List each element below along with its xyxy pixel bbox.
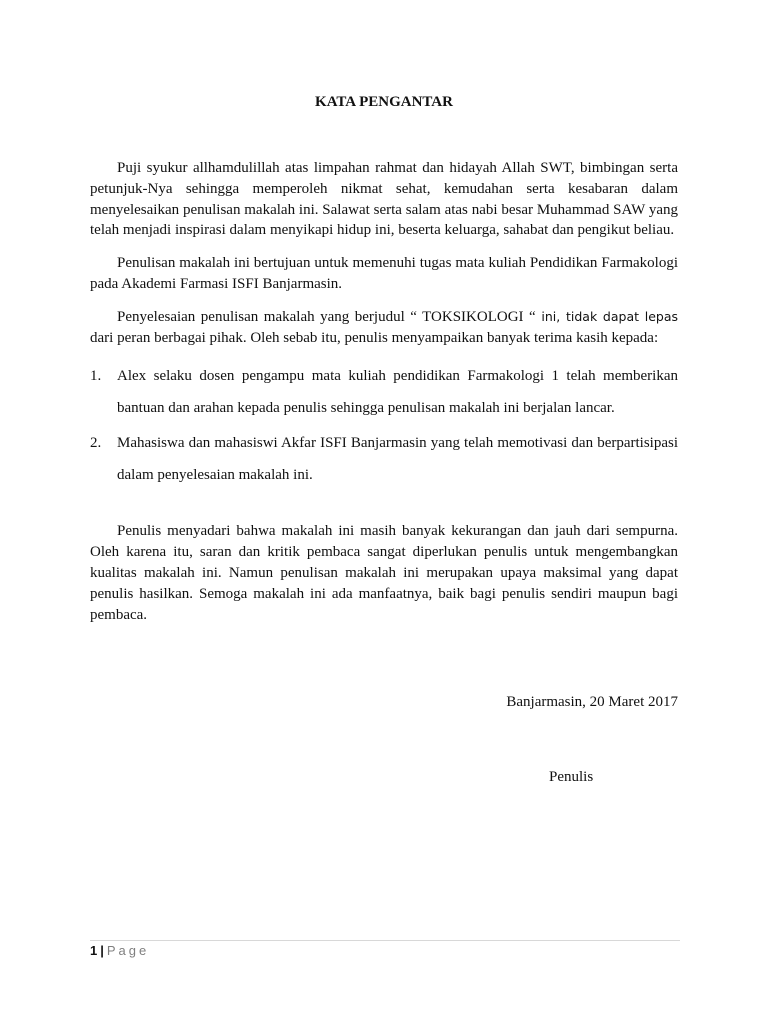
paragraph-acknowledgement-part3: dari peran berbagai pihak. Oleh sebab itu, penulis menyampaikan banyak terima kasih kepada: [90, 329, 659, 346]
list-item-text: Alex selaku dosen pengampu mata kuliah pendidikan Farmakologi 1 telah memberikan bantuan dan arahan kepada penulis sehingga penulisan makalah ini berjalan lancar. [117, 368, 678, 417]
page-footer [90, 942, 149, 960]
page-title: KATA PENGANTAR [315, 94, 453, 110]
list-item [90, 360, 678, 424]
paragraph-acknowledgement-part1: Penyelesaian penulisan makalah yang berjudul “ TOKSIKOLOGI “ [117, 308, 536, 325]
list-item-number: 1. [90, 368, 102, 385]
paragraph-purpose: Penulisan makalah ini bertujuan untuk memenuhi tugas mata kuliah Pendidikan Farmakologi pada Akademi Farmasi ISFI Banjarmasin. [90, 255, 678, 292]
acknowledgement-list [90, 360, 678, 491]
list-item [90, 427, 678, 491]
place-date: Banjarmasin, 20 Maret 2017 [506, 694, 678, 710]
paragraph-intro: Puji syukur allhamdulillah atas limpahan rahmat dan hidayah Allah SWT, bimbingan serta petunjuk-Nya sehingga memperoleh nikmat sehat, kemudahan serta kesabaran dalam menyelesaikan penulisan makalah ini. Salawat serta salam atas nabi besar Muhammad SAW yang telah menjadi inspirasi dalam menyikapi hidup ini, beserta keluarga, sahabat dan pengikut beliau. [90, 160, 678, 239]
signer-label: Penulis [549, 769, 594, 785]
document-body [90, 158, 678, 625]
list-item-number: 2. [90, 435, 102, 452]
paragraph-acknowledgement-part2: ini, tidak dapat lepas [535, 308, 678, 324]
footer-divider [90, 940, 680, 941]
page-label: Page [106, 943, 150, 958]
list-item-text: Mahasiswa dan mahasiswi Akfar ISFI Banjarmasin yang telah memotivasi dan berpartisipasi dalam penyelesaian makalah ini. [117, 435, 678, 484]
page-separator: | [100, 943, 104, 958]
paragraph-acknowledgement [90, 307, 678, 349]
paragraph-closing: Penulis menyadari bahwa makalah ini masih banyak kekurangan dan jauh dari sempurna. Oleh karena itu, saran dan kritik pembaca sangat diperlukan penulis untuk mengembangkan kualitas makalah ini. Namun penulisan makalah ini merupakan upaya maksimal yang dapat penulis hasilkan. Semoga makalah ini ada manfaatnya, baik bagi penulis sendiri maupun bagi pembaca. [90, 523, 678, 623]
page-number: 1 [90, 943, 98, 958]
